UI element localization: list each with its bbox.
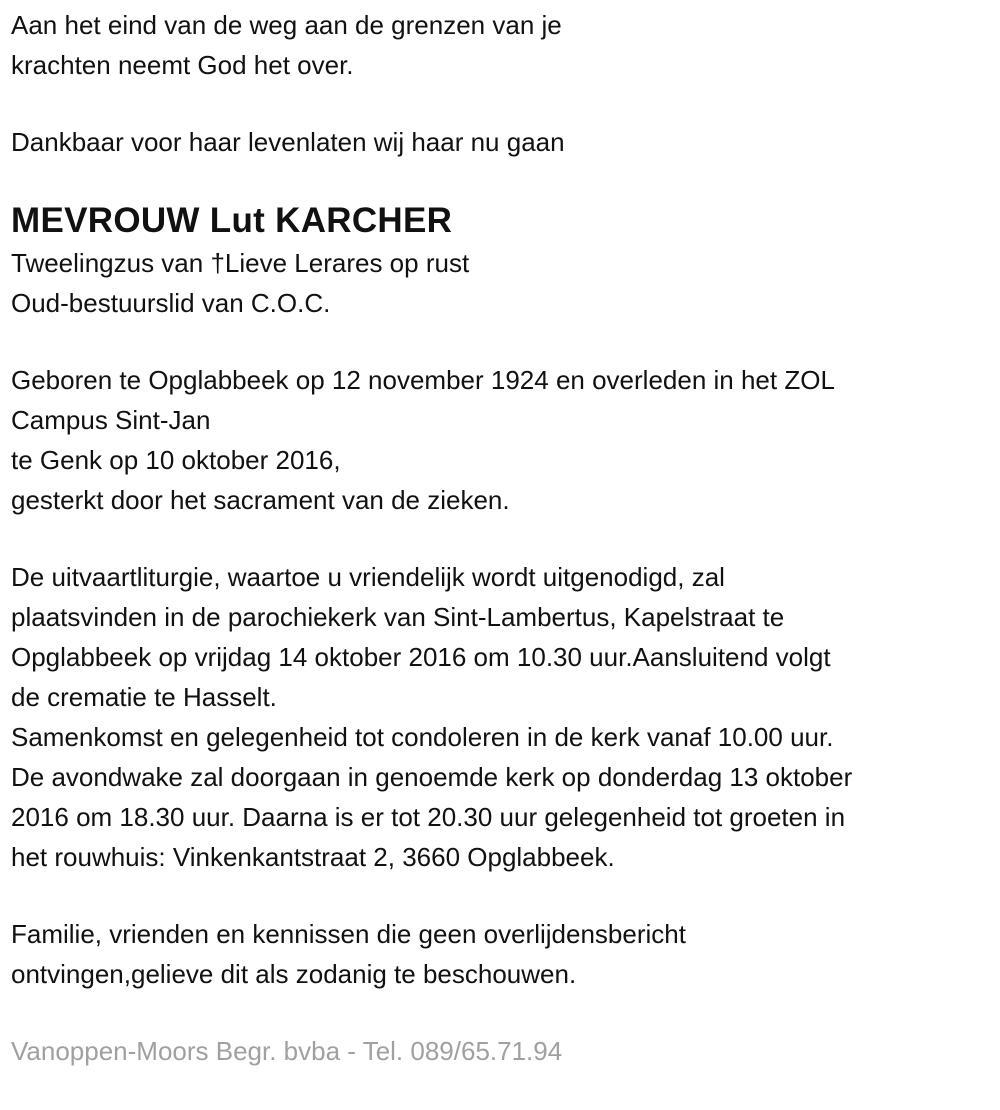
text-line: Campus Sint-Jan (11, 405, 211, 435)
funeral-home-footer: Vanoppen-Moors Begr. bvba - Tel. 089/65.71.94 (11, 1036, 563, 1066)
intro-quote (11, 5, 1000, 85)
text-line (11, 243, 1000, 283)
text-line: ontvingen,gelieve dit als zodanig te beschouwen. (11, 959, 577, 989)
text-line: het rouwhuis: Vinkenkantstraat 2, 3660 Opglabbeek. (11, 842, 615, 872)
text-line: De uitvaartliturgie, waartoe u vriendelijk wordt uitgenodigd, zal (11, 562, 725, 592)
gratitude-text (11, 122, 1000, 162)
deceased-name: MEVROUW Lut KARCHER (11, 201, 453, 240)
birth-death-info (11, 360, 1000, 520)
text-line: Oud-bestuurslid van C.O.C. (11, 288, 331, 318)
text-line: De avondwake zal doorgaan in genoemde kerk op donderdag 13 oktober (11, 762, 853, 792)
text-line: Familie, vrienden en kennissen die geen overlijdensbericht (11, 919, 686, 949)
text-line: de crematie te Hasselt. (11, 682, 277, 712)
description (11, 243, 1000, 323)
closing-text (11, 914, 1000, 994)
text-line: Samenkomst en gelegenheid tot condoleren in de kerk vanaf 10.00 uur. (11, 722, 834, 752)
text-line: Aan het eind van de weg aan de grenzen van je (11, 10, 562, 40)
text-line: Dankbaar voor haar levenlaten wij haar nu gaan (11, 127, 565, 157)
text: Tweelingzus van (11, 248, 211, 278)
funeral-info (11, 557, 1000, 877)
text-line: krachten neemt God het over. (11, 50, 354, 80)
text-line: Opglabbeek op vrijdag 14 oktober 2016 om 10.30 uur.Aansluitend volgt (11, 642, 831, 672)
text-line: gesterkt door het sacrament van de zieken. (11, 485, 510, 515)
text-line: Geboren te Opglabbeek op 12 november 1924 en overleden in het ZOL (11, 365, 835, 395)
text-line: te Genk op 10 oktober 2016, (11, 445, 341, 475)
cross-icon: † (210, 248, 225, 278)
text-line: plaatsvinden in de parochiekerk van Sint-Lambertus, Kapelstraat te (11, 602, 785, 632)
text: Lieve Lerares op rust (224, 248, 470, 278)
text-line: 2016 om 18.30 uur. Daarna is er tot 20.30 uur gelegenheid tot groeten in (11, 802, 846, 832)
